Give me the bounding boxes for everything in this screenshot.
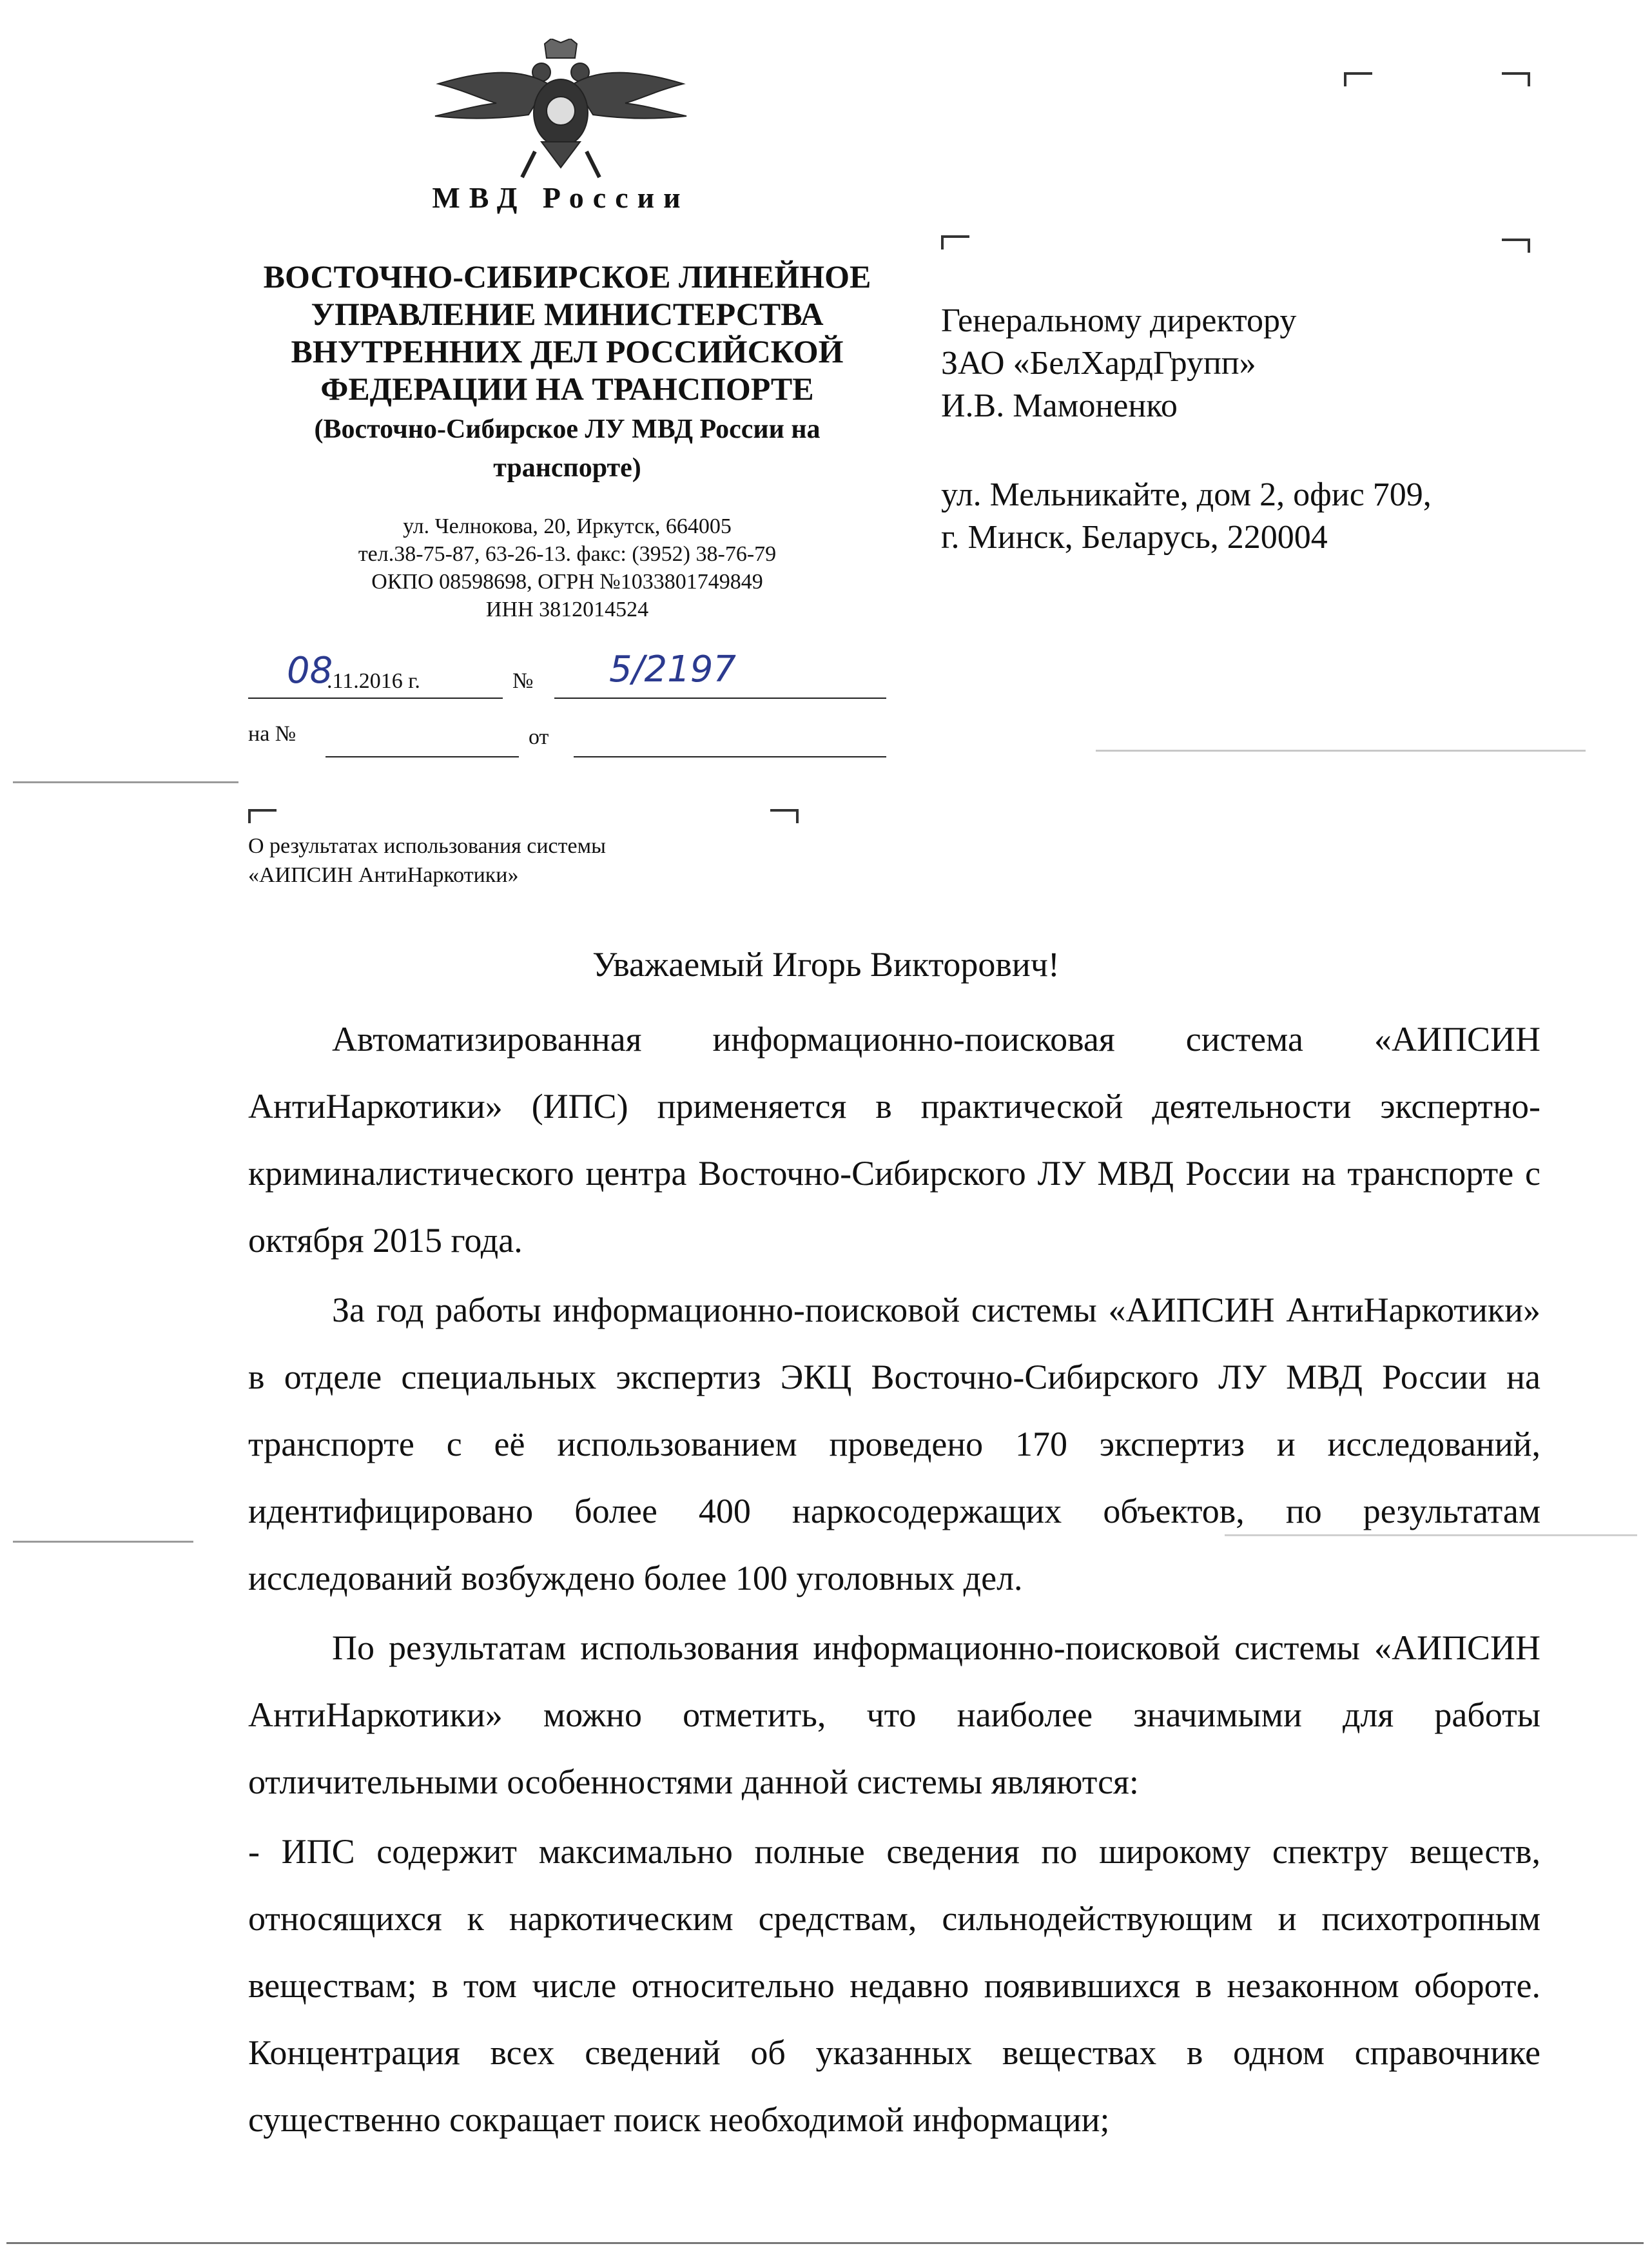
number-label: № [512, 669, 534, 693]
registration-row [248, 649, 886, 703]
letter-subject: О результатах использования системы «АИПСИН АнтиНаркотики» [248, 834, 606, 887]
paragraph: По результатам использования информационно-поисковой системы «АИПСИН АнтиНаркотики» можно отметить, что наиболее значимыми для работы отличительными особенностями данной системы являются: [248, 1628, 1540, 1801]
scan-artifact-line [1096, 750, 1586, 752]
reference-row [248, 719, 886, 764]
ministry-name: МВД России [432, 181, 690, 214]
scan-artifact-line [6, 2242, 1644, 2244]
top-corner-right [1502, 72, 1530, 86]
paragraph: - ИПС содержит максимально полные сведения по широкому спектру веществ, относящихся к наркотическим средствам, сильнодействующим и психотропным веществам; в том числе относительно недавно появившихся в незаконном обороте. Концентрация всех сведений об указанных веществах в одном справочнике существенно сокращает поиск необходимой информации; [248, 1832, 1540, 2139]
organization-contacts: ул. Челнокова, 20, Иркутск, 664005 тел.38-75-87, 63-26-13. факс: (3952) 38-76-79 ОКПО 08598698, ОГРН №1033801749849 ИНН 3812014524 [358, 514, 777, 621]
paragraph: За год работы информационно-поисковой системы «АИПСИН АнтиНаркотики» в отделе специальных экспертиз ЭКЦ Восточно-Сибирского ЛУ МВД России на транспорте с её использованием проведено 170 экспертиз и исследований, идентифицировано более 400 наркосодержащих объектов, по результатам исследований возбуждено более 100 уголовных дел. [248, 1291, 1540, 1597]
eagle-emblem-icon [425, 39, 696, 190]
printed-date: .11.2016 г. [327, 669, 420, 693]
ref-number-label: на № [248, 722, 296, 746]
ref-from-label: от [529, 725, 549, 749]
number-underline [554, 698, 886, 699]
ref-number-underline [326, 756, 519, 757]
handwritten-number: 5/2197 [609, 649, 737, 690]
ref-from-underline [574, 756, 886, 757]
subject-corner-right [770, 809, 799, 823]
recipient-address: ул. Мельникайте, дом 2, офис 709, г. Минск, Беларусь, 220004 [941, 476, 1432, 556]
subject-corner-left [248, 809, 277, 823]
scan-artifact-line [1225, 1534, 1637, 1536]
recipient-corner-left [941, 235, 969, 249]
handwritten-date: 08 [287, 650, 333, 692]
top-corner-left [1344, 72, 1372, 86]
letter-body [248, 1006, 1540, 2156]
date-underline [248, 698, 503, 699]
organization-name: ВОСТОЧНО-СИБИРСКОЕ ЛИНЕЙНОЕ УПРАВЛЕНИЕ МИНИСТЕРСТВА ВНУТРЕННИХ ДЕЛ РОССИЙСКОЙ ФЕДЕРАЦИИ НА ТРАНСПОРТЕ [263, 259, 871, 407]
organization-short-name: (Восточно-Сибирское ЛУ МВД России на транспорте) [314, 415, 821, 483]
scan-artifact-line [13, 781, 238, 783]
paragraph: Автоматизированная информационно-поисковая система «АИПСИН АнтиНаркотики» (ИПС) применяется в практической деятельности экспертно-криминалистического центра Восточно-Сибирского ЛУ МВД России на транспорте с октября 2015 года. [248, 1020, 1540, 1260]
scan-artifact-line [13, 1541, 193, 1543]
greeting: Уважаемый Игорь Викторович! [592, 945, 1060, 984]
recipient-corner-right [1502, 239, 1530, 253]
recipient-block: Генеральному директору ЗАО «БелХардГрупп» И.В. Мамоненко [941, 302, 1297, 424]
